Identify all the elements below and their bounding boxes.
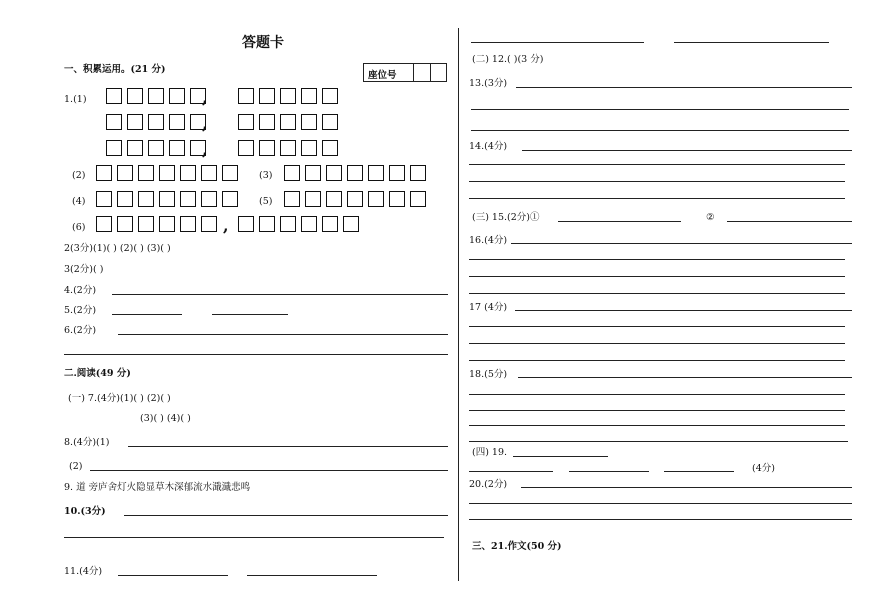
q1-part3-boxes[interactable] bbox=[284, 165, 426, 181]
q1-part6-boxes-b[interactable] bbox=[238, 216, 359, 232]
q1-row2-boxes-a[interactable] bbox=[106, 114, 208, 133]
q18-answer-line-2[interactable] bbox=[469, 394, 845, 395]
q11-continued-line-2[interactable] bbox=[674, 42, 829, 43]
q18-label: 18.(5分) bbox=[469, 369, 508, 380]
section-3-title: 三、21.作文(50 分) bbox=[472, 541, 562, 552]
q1-part5-boxes[interactable] bbox=[284, 191, 426, 207]
q15-answer-line-2[interactable] bbox=[727, 221, 852, 222]
q15-label: (三) 15.(2分)① bbox=[472, 212, 540, 223]
q14-answer-line-3[interactable] bbox=[469, 181, 845, 182]
q19-answer-line-2[interactable] bbox=[469, 471, 553, 472]
q1-row3-boxes-b[interactable] bbox=[238, 140, 338, 156]
q1-part6-boxes-a[interactable] bbox=[96, 216, 217, 232]
q16-label: 16.(4分) bbox=[469, 235, 508, 246]
q1-part4-label: (4) bbox=[72, 196, 86, 207]
q18-answer-line-5[interactable] bbox=[469, 441, 848, 442]
q1-row2-boxes-b[interactable] bbox=[238, 114, 338, 130]
q1-part5-label: (5) bbox=[259, 196, 273, 207]
q17-answer-line-2[interactable] bbox=[469, 326, 845, 327]
q14-answer-line-2[interactable] bbox=[469, 164, 845, 165]
q5-label: 5.(2分) bbox=[64, 305, 97, 316]
comma-separator: , bbox=[202, 88, 208, 107]
q2-text: 2(3分)(1)( ) (2)( ) (3)( ) bbox=[64, 243, 171, 254]
q12-text: (二) 12.( )(3 分) bbox=[472, 54, 544, 65]
q19-answer-line-4[interactable] bbox=[664, 471, 734, 472]
column-divider bbox=[458, 28, 459, 581]
comma-separator: , bbox=[223, 216, 229, 235]
q14-answer-line-1[interactable] bbox=[522, 150, 852, 151]
comma-separator: , bbox=[202, 114, 208, 133]
section-2-title: 二.阅读(49 分) bbox=[64, 368, 131, 379]
page-title: 答题卡 bbox=[242, 35, 284, 51]
q16-answer-line-1[interactable] bbox=[511, 243, 852, 244]
q1-part4-boxes[interactable] bbox=[96, 191, 238, 207]
q15-circle-2: ② bbox=[706, 212, 715, 223]
q1-part2-boxes[interactable] bbox=[96, 165, 238, 181]
q8-answer-line-1[interactable] bbox=[128, 446, 448, 447]
q6-answer-line-1[interactable] bbox=[118, 334, 448, 335]
q20-label: 20.(2分) bbox=[469, 479, 508, 490]
q1-row1-boxes-b[interactable] bbox=[238, 88, 338, 104]
q20-answer-line-3[interactable] bbox=[469, 519, 852, 520]
q4-label: 4.(2分) bbox=[64, 285, 97, 296]
q8-label-2: (2) bbox=[69, 461, 83, 472]
q7-line2: (3)( ) (4)( ) bbox=[140, 413, 191, 424]
q15-answer-line-1[interactable] bbox=[558, 221, 681, 222]
q11-answer-line-2[interactable] bbox=[247, 575, 377, 576]
q13-answer-line-2[interactable] bbox=[471, 109, 849, 110]
q10-answer-line-2[interactable] bbox=[64, 537, 444, 538]
q14-label: 14.(4分) bbox=[469, 141, 508, 152]
q5-answer-line-1[interactable] bbox=[112, 314, 182, 315]
q1-row1-boxes-a[interactable] bbox=[106, 88, 208, 107]
q3-text: 3(2分)( ) bbox=[64, 264, 104, 275]
q19-answer-line-1[interactable] bbox=[513, 456, 608, 457]
section-1-title: 一、积累运用。(21 分) bbox=[64, 64, 166, 75]
q9-text: 9. 道 旁庐舍灯火隐显草木深郁流水濈濈悲鸣 bbox=[64, 482, 251, 493]
q11-answer-line-1[interactable] bbox=[118, 575, 228, 576]
q13-answer-line-1[interactable] bbox=[516, 87, 852, 88]
q11-continued-line-1[interactable] bbox=[471, 42, 644, 43]
q19-label: (四) 19. bbox=[472, 447, 508, 458]
seat-number-box bbox=[363, 63, 447, 82]
q5-answer-line-2[interactable] bbox=[212, 314, 288, 315]
q16-answer-line-3[interactable] bbox=[469, 276, 845, 277]
q20-answer-line-2[interactable] bbox=[469, 503, 852, 504]
q6-label: 6.(2分) bbox=[64, 325, 97, 336]
q18-answer-line-3[interactable] bbox=[469, 410, 845, 411]
q8-label: 8.(4分)(1) bbox=[64, 437, 110, 448]
q18-answer-line-4[interactable] bbox=[469, 425, 845, 426]
q4-answer-line[interactable] bbox=[112, 294, 448, 295]
comma-separator: , bbox=[202, 140, 208, 159]
q8-answer-line-2[interactable] bbox=[90, 470, 448, 471]
q18-answer-line-1[interactable] bbox=[518, 377, 852, 378]
q10-label: 10.(3分) bbox=[64, 506, 106, 517]
seat-number-label: 座位号 bbox=[368, 70, 397, 81]
q16-answer-line-4[interactable] bbox=[469, 293, 845, 294]
q7-line1: (一) 7.(4分)(1)( ) (2)( ) bbox=[68, 393, 171, 404]
q14-answer-line-4[interactable] bbox=[469, 198, 845, 199]
q6-answer-line-2[interactable] bbox=[64, 354, 448, 355]
q17-answer-line-3[interactable] bbox=[469, 343, 845, 344]
q10-answer-line-1[interactable] bbox=[124, 515, 448, 516]
q11-label: 11.(4分) bbox=[64, 566, 103, 577]
q19-answer-line-3[interactable] bbox=[569, 471, 649, 472]
q1-part2-label: (2) bbox=[72, 170, 86, 181]
q16-answer-line-2[interactable] bbox=[469, 259, 845, 260]
q19-score: (4分) bbox=[752, 463, 775, 474]
q20-answer-line-1[interactable] bbox=[521, 487, 852, 488]
q13-label: 13.(3分) bbox=[469, 78, 508, 89]
q1-part6-label: (6) bbox=[72, 222, 86, 233]
q13-answer-line-3[interactable] bbox=[471, 130, 849, 131]
q17-label: 17 (4分) bbox=[469, 302, 508, 313]
q1-label: 1.(1) bbox=[64, 94, 87, 105]
q17-answer-line-1[interactable] bbox=[515, 310, 852, 311]
q1-row3-boxes-a[interactable] bbox=[106, 140, 208, 159]
q17-answer-line-4[interactable] bbox=[469, 360, 845, 361]
q1-part3-label: (3) bbox=[259, 170, 273, 181]
